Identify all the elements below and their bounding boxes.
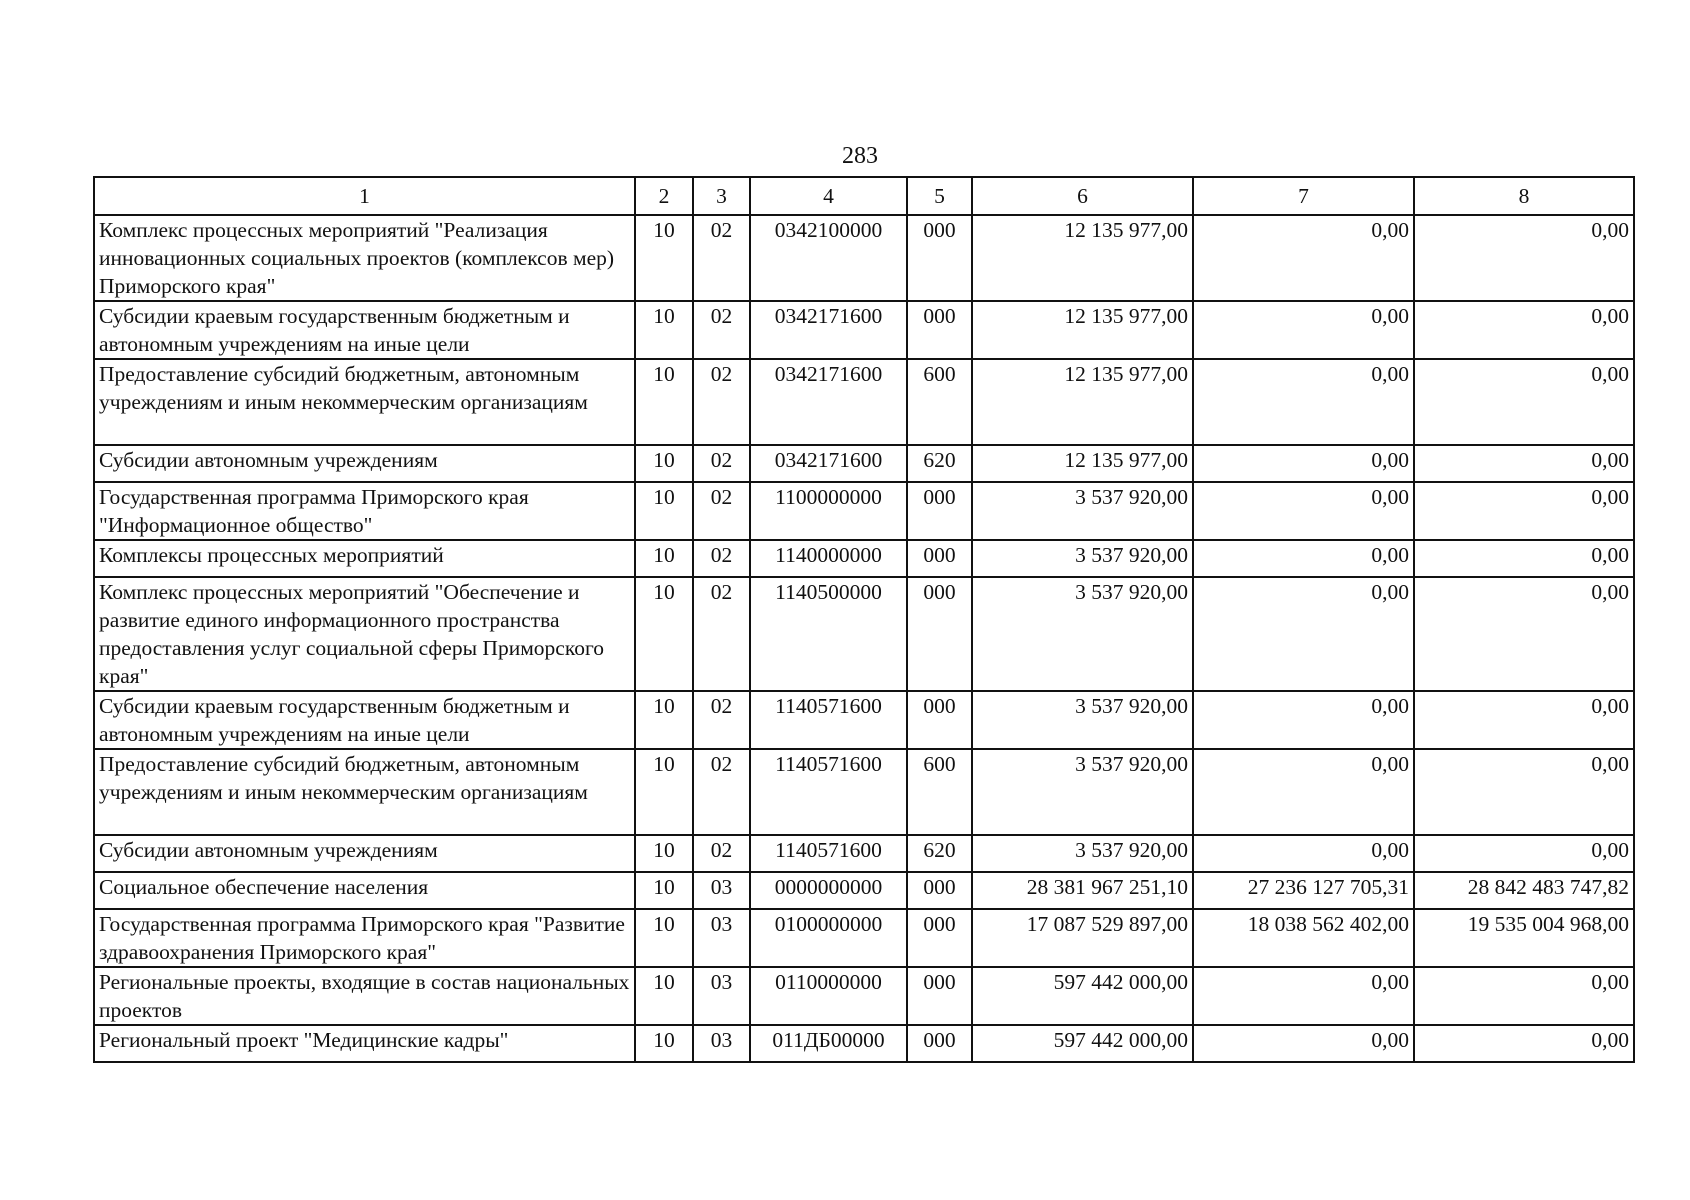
expense-type-code: 600 xyxy=(907,749,972,835)
item-name: Предоставление субсидий бюджетным, автономным учреждениям и иным некоммерческим организациям xyxy=(94,749,635,835)
target-article-code: 0342171600 xyxy=(750,301,907,359)
column-header-2: 2 xyxy=(635,177,693,215)
expense-type-code: 000 xyxy=(907,540,972,577)
target-article-code: 1100000000 xyxy=(750,482,907,540)
subsection-code: 03 xyxy=(693,872,750,909)
item-name: Комплекс процессных мероприятий "Обеспечение и развитие единого информационного пространства предоставления услуг социальной сферы Приморского края" xyxy=(94,577,635,691)
amount-col-8: 0,00 xyxy=(1414,301,1634,359)
table-row xyxy=(94,540,1634,577)
subsection-code: 02 xyxy=(693,445,750,482)
table-row xyxy=(94,967,1634,1025)
subsection-code: 03 xyxy=(693,967,750,1025)
budget-table xyxy=(93,176,1635,1063)
header-row xyxy=(94,177,1634,215)
column-header-6: 6 xyxy=(972,177,1193,215)
section-code: 10 xyxy=(635,540,693,577)
subsection-code: 03 xyxy=(693,1025,750,1062)
target-article-code: 0342171600 xyxy=(750,359,907,445)
amount-col-7: 0,00 xyxy=(1193,1025,1414,1062)
amount-col-7: 0,00 xyxy=(1193,749,1414,835)
amount-col-6: 597 442 000,00 xyxy=(972,1025,1193,1062)
table-row xyxy=(94,482,1634,540)
section-code: 10 xyxy=(635,691,693,749)
target-article-code: 1140571600 xyxy=(750,749,907,835)
amount-col-8: 0,00 xyxy=(1414,835,1634,872)
item-name: Государственная программа Приморского края "Информационное общество" xyxy=(94,482,635,540)
amount-col-6: 3 537 920,00 xyxy=(972,540,1193,577)
column-header-1: 1 xyxy=(94,177,635,215)
amount-col-7: 0,00 xyxy=(1193,359,1414,445)
amount-col-7: 18 038 562 402,00 xyxy=(1193,909,1414,967)
subsection-code: 03 xyxy=(693,909,750,967)
expense-type-code: 000 xyxy=(907,577,972,691)
table-row xyxy=(94,872,1634,909)
column-header-4: 4 xyxy=(750,177,907,215)
table-body xyxy=(94,215,1634,1062)
amount-col-7: 0,00 xyxy=(1193,445,1414,482)
amount-col-6: 17 087 529 897,00 xyxy=(972,909,1193,967)
amount-col-6: 28 381 967 251,10 xyxy=(972,872,1193,909)
table-header xyxy=(94,177,1634,215)
amount-col-6: 597 442 000,00 xyxy=(972,967,1193,1025)
amount-col-7: 0,00 xyxy=(1193,835,1414,872)
amount-col-7: 0,00 xyxy=(1193,215,1414,301)
section-code: 10 xyxy=(635,445,693,482)
table-row xyxy=(94,1025,1634,1062)
amount-col-8: 0,00 xyxy=(1414,540,1634,577)
section-code: 10 xyxy=(635,1025,693,1062)
table-row xyxy=(94,359,1634,445)
table-row xyxy=(94,835,1634,872)
subsection-code: 02 xyxy=(693,835,750,872)
section-code: 10 xyxy=(635,909,693,967)
table-row xyxy=(94,577,1634,691)
section-code: 10 xyxy=(635,872,693,909)
expense-type-code: 000 xyxy=(907,301,972,359)
item-name: Региональный проект "Медицинские кадры" xyxy=(94,1025,635,1062)
expense-type-code: 000 xyxy=(907,691,972,749)
subsection-code: 02 xyxy=(693,359,750,445)
expense-type-code: 000 xyxy=(907,1025,972,1062)
amount-col-8: 0,00 xyxy=(1414,1025,1634,1062)
amount-col-6: 3 537 920,00 xyxy=(972,577,1193,691)
amount-col-8: 0,00 xyxy=(1414,215,1634,301)
item-name: Субсидии автономным учреждениям xyxy=(94,835,635,872)
table-row xyxy=(94,301,1634,359)
target-article-code: 1140000000 xyxy=(750,540,907,577)
subsection-code: 02 xyxy=(693,749,750,835)
column-header-3: 3 xyxy=(693,177,750,215)
section-code: 10 xyxy=(635,301,693,359)
target-article-code: 1140571600 xyxy=(750,691,907,749)
amount-col-8: 0,00 xyxy=(1414,577,1634,691)
item-name: Государственная программа Приморского края "Развитие здравоохранения Приморского края" xyxy=(94,909,635,967)
subsection-code: 02 xyxy=(693,482,750,540)
section-code: 10 xyxy=(635,967,693,1025)
amount-col-7: 27 236 127 705,31 xyxy=(1193,872,1414,909)
page-number: 283 xyxy=(842,143,878,169)
target-article-code: 0110000000 xyxy=(750,967,907,1025)
section-code: 10 xyxy=(635,577,693,691)
amount-col-8: 0,00 xyxy=(1414,359,1634,445)
table-row xyxy=(94,215,1634,301)
item-name: Субсидии краевым государственным бюджетным и автономным учреждениям на иные цели xyxy=(94,691,635,749)
target-article-code: 011ДБ00000 xyxy=(750,1025,907,1062)
amount-col-8: 28 842 483 747,82 xyxy=(1414,872,1634,909)
amount-col-6: 12 135 977,00 xyxy=(972,301,1193,359)
subsection-code: 02 xyxy=(693,301,750,359)
subsection-code: 02 xyxy=(693,691,750,749)
subsection-code: 02 xyxy=(693,577,750,691)
expense-type-code: 620 xyxy=(907,445,972,482)
section-code: 10 xyxy=(635,749,693,835)
amount-col-6: 12 135 977,00 xyxy=(972,359,1193,445)
item-name: Субсидии краевым государственным бюджетным и автономным учреждениям на иные цели xyxy=(94,301,635,359)
item-name: Предоставление субсидий бюджетным, автономным учреждениям и иным некоммерческим организациям xyxy=(94,359,635,445)
table-row xyxy=(94,749,1634,835)
column-header-5: 5 xyxy=(907,177,972,215)
subsection-code: 02 xyxy=(693,215,750,301)
amount-col-8: 0,00 xyxy=(1414,967,1634,1025)
amount-col-8: 19 535 004 968,00 xyxy=(1414,909,1634,967)
amount-col-6: 3 537 920,00 xyxy=(972,691,1193,749)
target-article-code: 1140500000 xyxy=(750,577,907,691)
amount-col-8: 0,00 xyxy=(1414,445,1634,482)
expense-type-code: 620 xyxy=(907,835,972,872)
item-name: Социальное обеспечение населения xyxy=(94,872,635,909)
section-code: 10 xyxy=(635,835,693,872)
section-code: 10 xyxy=(635,215,693,301)
expense-type-code: 000 xyxy=(907,967,972,1025)
amount-col-8: 0,00 xyxy=(1414,749,1634,835)
target-article-code: 0342171600 xyxy=(750,445,907,482)
amount-col-8: 0,00 xyxy=(1414,691,1634,749)
amount-col-8: 0,00 xyxy=(1414,482,1634,540)
amount-col-7: 0,00 xyxy=(1193,577,1414,691)
target-article-code: 1140571600 xyxy=(750,835,907,872)
item-name: Субсидии автономным учреждениям xyxy=(94,445,635,482)
section-code: 10 xyxy=(635,482,693,540)
target-article-code: 0000000000 xyxy=(750,872,907,909)
amount-col-6: 3 537 920,00 xyxy=(972,749,1193,835)
section-code: 10 xyxy=(635,359,693,445)
item-name: Комплексы процессных мероприятий xyxy=(94,540,635,577)
item-name: Региональные проекты, входящие в состав национальных проектов xyxy=(94,967,635,1025)
table-row xyxy=(94,909,1634,967)
expense-type-code: 000 xyxy=(907,872,972,909)
amount-col-6: 3 537 920,00 xyxy=(972,482,1193,540)
target-article-code: 0342100000 xyxy=(750,215,907,301)
item-name: Комплекс процессных мероприятий "Реализация инновационных социальных проектов (комплексов мер) Приморского края" xyxy=(94,215,635,301)
amount-col-7: 0,00 xyxy=(1193,691,1414,749)
amount-col-6: 12 135 977,00 xyxy=(972,215,1193,301)
expense-type-code: 000 xyxy=(907,909,972,967)
amount-col-7: 0,00 xyxy=(1193,540,1414,577)
expense-type-code: 000 xyxy=(907,482,972,540)
amount-col-7: 0,00 xyxy=(1193,301,1414,359)
column-header-7: 7 xyxy=(1193,177,1414,215)
amount-col-7: 0,00 xyxy=(1193,482,1414,540)
expense-type-code: 600 xyxy=(907,359,972,445)
amount-col-7: 0,00 xyxy=(1193,967,1414,1025)
expense-type-code: 000 xyxy=(907,215,972,301)
column-header-8: 8 xyxy=(1414,177,1634,215)
table-row xyxy=(94,691,1634,749)
amount-col-6: 12 135 977,00 xyxy=(972,445,1193,482)
target-article-code: 0100000000 xyxy=(750,909,907,967)
amount-col-6: 3 537 920,00 xyxy=(972,835,1193,872)
subsection-code: 02 xyxy=(693,540,750,577)
table-row xyxy=(94,445,1634,482)
